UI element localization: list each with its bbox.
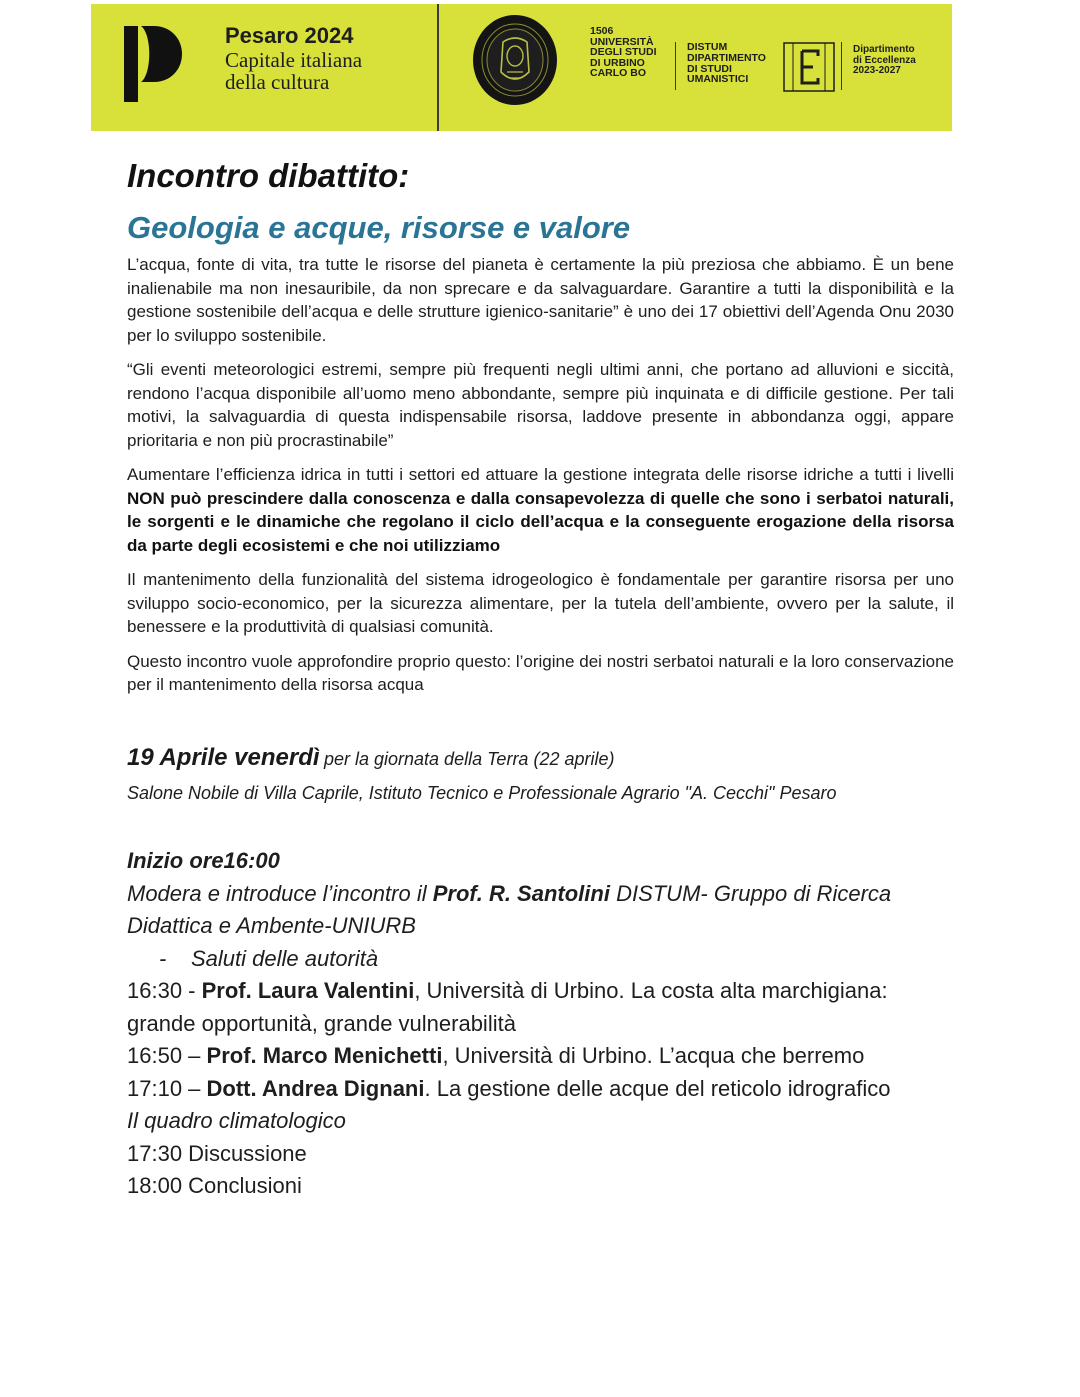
university-line4: CARLO BO (590, 67, 646, 79)
program-talk-1-line2: grande opportunità, grande vulnerabilità (127, 1010, 516, 1036)
department-line2: DIPARTIMENTO (687, 51, 766, 64)
talk-3-text: . La gestione delle acque del reticolo idrografico (424, 1075, 891, 1101)
program-talk-2 (127, 1040, 1007, 1073)
excellence-line2: di Eccellenza (853, 54, 916, 66)
moderator-prefix: Modera e introduce l’incontro il (127, 880, 433, 906)
excellence-line3: 2023-2027 (853, 65, 901, 77)
page-subtitle: Geologia e acque, risorse e valore (127, 210, 631, 245)
department-line3: DI STUDI (687, 62, 732, 75)
event-venue: Salone Nobile di Villa Caprile, Istituto Tecnico e Professionale Agrario "A. Cecchi" Pesaro (127, 783, 837, 803)
program-discussion: 17:30 Discussione (127, 1140, 307, 1166)
talk-2-time: 16:50 – (127, 1043, 207, 1068)
pesaro-p-logo-icon (124, 26, 182, 102)
program-talk-3 (127, 1073, 1007, 1106)
talk-2-text: , Università di Urbino. L’acqua che berremo (442, 1043, 865, 1068)
greetings-dash: - (159, 945, 167, 971)
paragraph-3-text: Aumentare l’efficienza idrica in tutti i settori ed attuare la gestione integrata delle risorse idriche a tutti i livelli (127, 465, 954, 484)
talk-3-time: 17:10 – (127, 1075, 207, 1101)
talk-1-speaker: Prof. Laura Valentini (201, 978, 415, 1003)
event-date: 19 Aprile venerdì (127, 744, 320, 771)
talk-2-speaker: Prof. Marco Menichetti (206, 1043, 443, 1068)
department-name (687, 42, 766, 85)
event-date-line (127, 746, 987, 770)
paragraph-3-emphasis: NON può prescindere dalla conoscenza e dalla consapevolezza di quelle che sono i serbatoi naturali, le sorgenti e le dinamiche che regolano il ciclo dell’acqua e la conseguente erogazione della risorsa da parte degli ecosistemi e che noi utilizziamo (127, 488, 954, 555)
department-line1: DISTUM (687, 41, 728, 53)
program-start-time: Inizio ore16:00 (127, 848, 280, 873)
talk-1-time: 16:30 - (127, 978, 202, 1003)
talk-3-speaker: Dott. Andrea Dignani (206, 1075, 425, 1101)
talk-1-text: , Università di Urbino. La costa alta marchigiana: (414, 978, 888, 1003)
paragraph-5: Questo incontro vuole approfondire proprio questo: l’origine dei nostri serbatoi naturali e la loro conservazione per il mantenimento della risorsa acqua (127, 651, 954, 694)
moderator-suffix: DISTUM- Gruppo di Ricerca (609, 880, 892, 906)
pesaro-line2: della cultura (225, 70, 330, 94)
university-line2: DEGLI STUDI (590, 46, 657, 58)
event-program (127, 845, 1007, 1203)
university-name (590, 26, 657, 79)
university-seal-icon (473, 12, 557, 108)
banner-divider (437, 4, 439, 131)
program-greetings (127, 943, 1007, 976)
department-line4: UMANISTICI (687, 73, 749, 86)
program-moderator-line2: Didattica e Ambente-UNIURB (127, 913, 416, 938)
header-banner (91, 4, 952, 131)
program-talk-1 (127, 975, 1007, 1008)
department-excellence-text (853, 45, 916, 77)
paragraph-1: L’acqua, fonte di vita, tra tutte le risorse del pianeta è certamente la più preziosa che abbiamo. È un bene inalienabile ma non inesauribile, da non sprecare e da salvaguardare. Garantire a tutti la disponibilità e la gestione sostenibile dell’acqua e delle strutture igienico-sanitarie” è uno dei 17 obiettivi dell’Agenda Onu 2030 per lo sviluppo sostenibile. (127, 255, 954, 345)
program-moderator (127, 878, 1007, 911)
page-title: Incontro dibattito: (127, 157, 410, 194)
program-talk-3-line2: Il quadro climatologico (127, 1108, 346, 1133)
greetings-text: Saluti delle autorità (191, 945, 379, 971)
paragraph-3 (127, 463, 954, 557)
event-info (127, 746, 987, 805)
excellence-e-icon (783, 42, 835, 92)
program-conclusions: 18:00 Conclusioni (127, 1173, 302, 1198)
moderator-name: Prof. R. Santolini (432, 880, 610, 906)
event-date-note: per la giornata della Terra (22 aprile) (323, 749, 615, 769)
excellence-line1: Dipartimento (853, 44, 915, 55)
pesaro-line1: Capitale italiana (225, 48, 363, 72)
main-content (127, 159, 954, 697)
university-line3: DI URBINO (590, 56, 645, 69)
pesaro-capital-text (225, 25, 362, 93)
pesaro-year: Pesaro 2024 (225, 23, 354, 48)
paragraph-2: “Gli eventi meteorologici estremi, sempre più frequenti negli ultimi anni, che portano ad alluvioni e siccità, rendono l’acqua disponibile all’uomo meno abbondante, sempre più inquinata e di difficile gestione. Per tali motivi, la salvaguardia di questa indispensabile risorsa, laddove presente in abbondanza oggi, appare prioritaria e non più procrastinabile” (127, 360, 954, 450)
university-year: 1506 (590, 25, 614, 37)
divider (675, 42, 676, 90)
university-line1: UNIVERSITÀ (590, 35, 654, 48)
paragraph-4: Il mantenimento della funzionalità del sistema idrogeologico è fondamentale per garantire risorsa per uno sviluppo socio-economico, per la sicurezza alimentare, per la tutela dell’ambiente, ovvero per la salute, il benessere e la produttività di qualsiasi comunità. (127, 570, 954, 636)
divider (841, 42, 842, 90)
